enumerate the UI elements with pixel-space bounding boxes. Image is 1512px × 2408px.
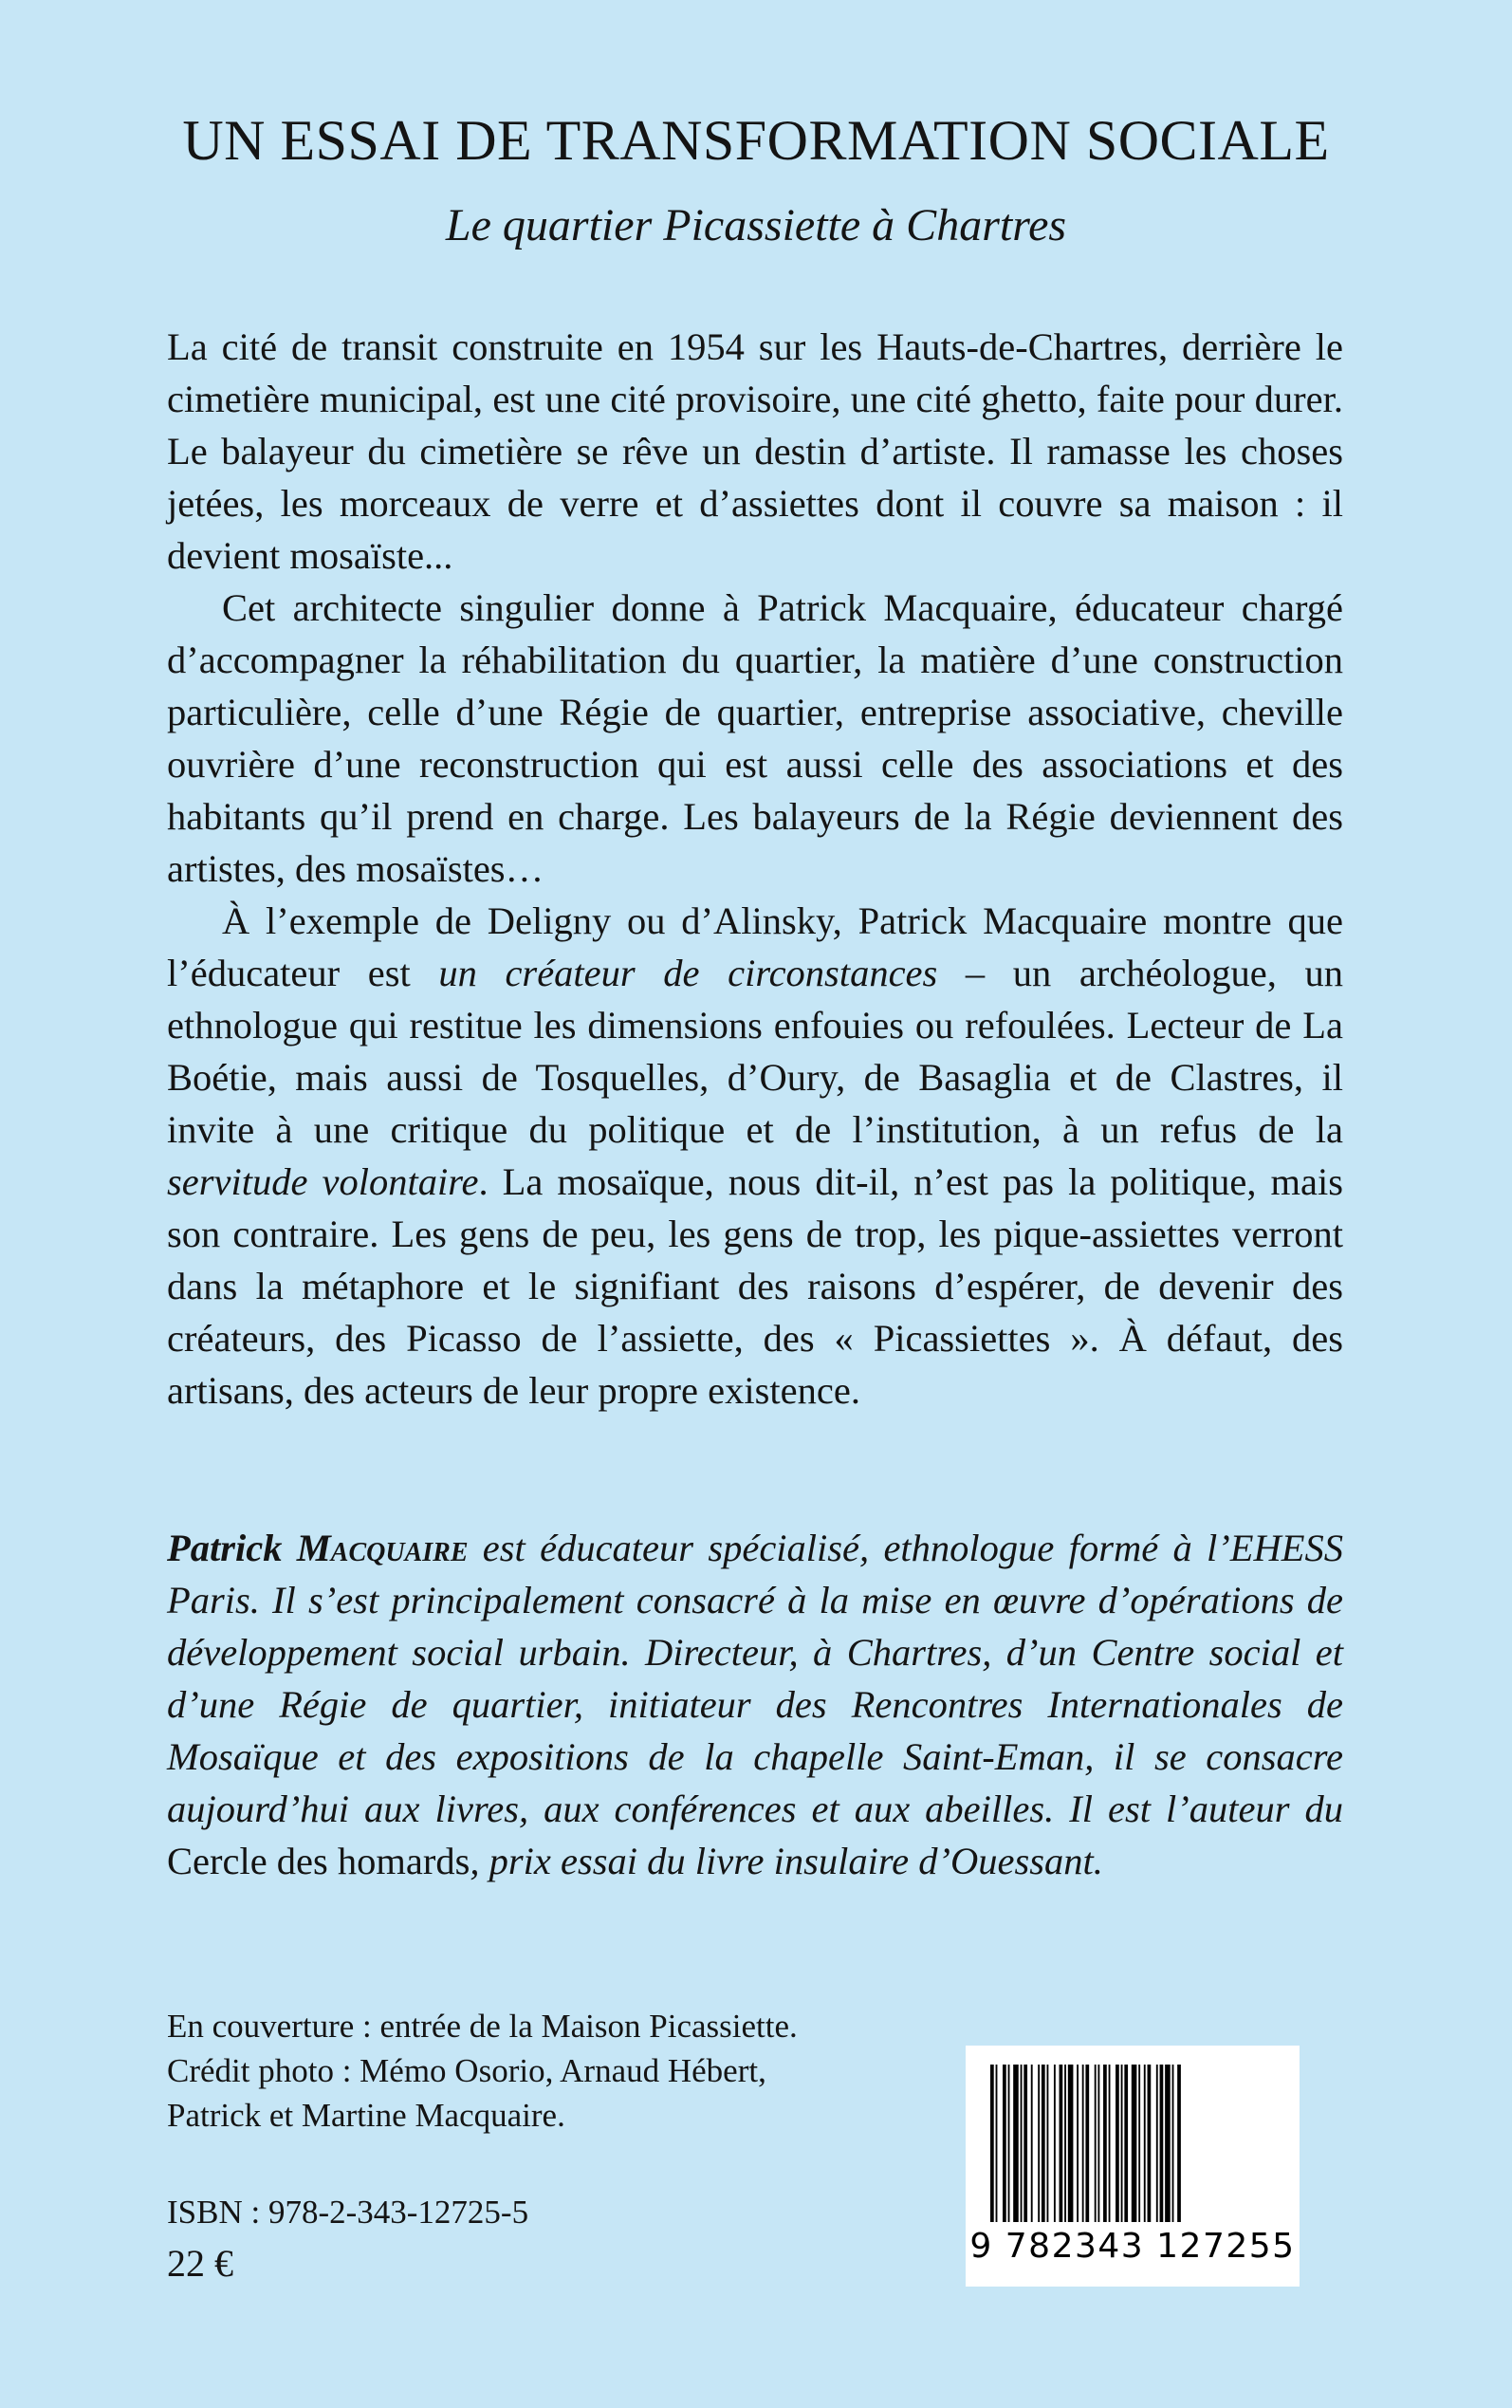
barcode-digits: 9 782343 127255 <box>969 2227 1296 2266</box>
price: 22 € <box>167 2242 233 2285</box>
barcode-bar <box>1172 2065 1174 2222</box>
author-bio <box>167 1522 1343 1887</box>
emphasis-servitude-volontaire: servitude volontaire <box>167 1160 479 1203</box>
book-title: UN ESSAI DE TRANSFORMATION SOCIALE <box>182 109 1330 172</box>
barcode-bar <box>1097 2065 1099 2222</box>
barcode-bar <box>1144 2065 1146 2222</box>
barcode-bar <box>1121 2065 1123 2222</box>
barcode-bar <box>990 2065 994 2222</box>
summary-paragraph-3-part-a: À l’exemple de Deligny ou d’Alinsky, Patrick Macquaire montre que l’éducateur est <box>167 899 1343 994</box>
barcode-bars <box>985 2065 1281 2226</box>
barcode-bar <box>1124 2065 1128 2222</box>
barcode-bar <box>1160 2065 1164 2222</box>
credits-line-3: Patrick et Martine Macquaire. <box>167 2097 565 2134</box>
barcode-bar <box>1023 2065 1027 2222</box>
barcode-bar <box>1008 2065 1010 2222</box>
barcode-bar <box>1003 2065 1006 2222</box>
barcode-bar <box>1156 2065 1158 2222</box>
barcode-bar <box>1138 2065 1140 2222</box>
barcode-bar <box>1068 2065 1074 2222</box>
summary-paragraph-1: La cité de transit construite en 1954 sur les Hauts-de-Chartres, derrière le cimetière municipal, est une cité provisoire, une cité ghetto, faite pour durer. Le balayeur du cimetière se rêve un destin d’artiste. Il ramasse les choses jetées, les morceaux de verre et d’assiettes dont il couvre sa maison : il devient mosaïste... <box>167 325 1343 577</box>
barcode-bar <box>1038 2065 1040 2222</box>
credits-line-1: En couverture : entrée de la Maison Picassiette. <box>167 2008 798 2045</box>
barcode-bar <box>996 2065 998 2222</box>
book-subtitle: Le quartier Picassiette à Chartres <box>445 200 1067 250</box>
photo-credits <box>167 2004 926 2138</box>
barcode-bar <box>1054 2065 1056 2222</box>
barcode-bar <box>1082 2065 1084 2222</box>
author-last-name: Macquaire <box>296 1527 469 1569</box>
summary-paragraph-3-part-b: – un archéologue, un ethnologue qui restitue les dimensions enfouies ou refoulées. Lecteur de La Boétie, mais aussi de Tosquelles, d’Oury, de Basaglia et de Clastres, il invite à une critique du politique et de l’institution, à un refus de la <box>167 952 1343 1151</box>
author-bio-text-b: , prix essai du livre insulaire d’Ouessant. <box>470 1840 1103 1882</box>
barcode-bar <box>1103 2065 1107 2222</box>
barcode-bar <box>1077 2065 1079 2222</box>
author-bio-text-a: est éducateur spécialisé, ethnologue formé à l’EHESS Paris. Il s’est principalement consacré à la mise en œuvre d’opérations de développement social urbain. Directeur, à Chartres, d’un Centre social et d’une Régie de quartier, initiateur des Rencontres Internationales de Mosaïque et des expositions de la chapelle Saint-Eman, il se consacre aujourd’hui aux livres, aux conférences et aux abeilles. Il est l’auteur du <box>167 1527 1343 1830</box>
summary-paragraph-2: Cet architecte singulier donne à Patrick Macquaire, éducateur chargé d’accompagner la réhabilitation du quartier, la matière d’une construction particulière, celle d’une Régie de quartier, entreprise associative, cheville ouvrière d’une reconstruction qui est aussi celle des associations et des habitants qu’il prend en charge. Les balayeurs de la Régie deviennent des artistes, des mosaïstes… <box>167 586 1343 890</box>
author-first-name: Patrick <box>167 1527 283 1569</box>
summary-paragraph-3 <box>167 895 1343 1417</box>
summary-paragraph-3-part-c: . La mosaïque, nous dit-il, n’est pas la politique, mais son contraire. Les gens de peu, les gens de trop, les pique-assiettes verront dans la métaphore et le signifiant des raisons d’espérer, de devenir des créateurs, des Picasso de l’assiette, des « Picassiettes ». À défaut, des artisans, des acteurs de leur propre existence. <box>167 1160 1343 1412</box>
barcode-bar <box>1165 2065 1171 2222</box>
barcode-bar <box>1085 2065 1089 2222</box>
previous-book-title: Cercle des homards <box>167 1840 470 1882</box>
barcode-bar <box>1177 2065 1181 2222</box>
barcode-bar <box>1060 2065 1063 2222</box>
barcode-bar <box>1116 2065 1119 2222</box>
barcode-bar <box>1013 2065 1019 2222</box>
barcode-bar <box>1047 2065 1049 2222</box>
barcode-bar <box>1021 2065 1023 2222</box>
summary-text <box>167 321 1343 1417</box>
barcode-bar <box>1031 2065 1033 2222</box>
isbn: ISBN : 978-2-343-12725-5 <box>167 2194 529 2231</box>
barcode-bar <box>1132 2065 1137 2222</box>
barcode-bar <box>1064 2065 1066 2222</box>
barcode-bar <box>1042 2065 1045 2222</box>
emphasis-createur-de-circonstances: un créateur de circonstances <box>438 952 938 994</box>
barcode-bar <box>1095 2065 1097 2222</box>
barcode-bar <box>1148 2065 1152 2222</box>
credits-line-2: Crédit photo : Mémo Osorio, Arnaud Hébert, <box>167 2052 766 2089</box>
barcode <box>966 2046 1300 2287</box>
barcode-bar <box>1109 2065 1111 2222</box>
